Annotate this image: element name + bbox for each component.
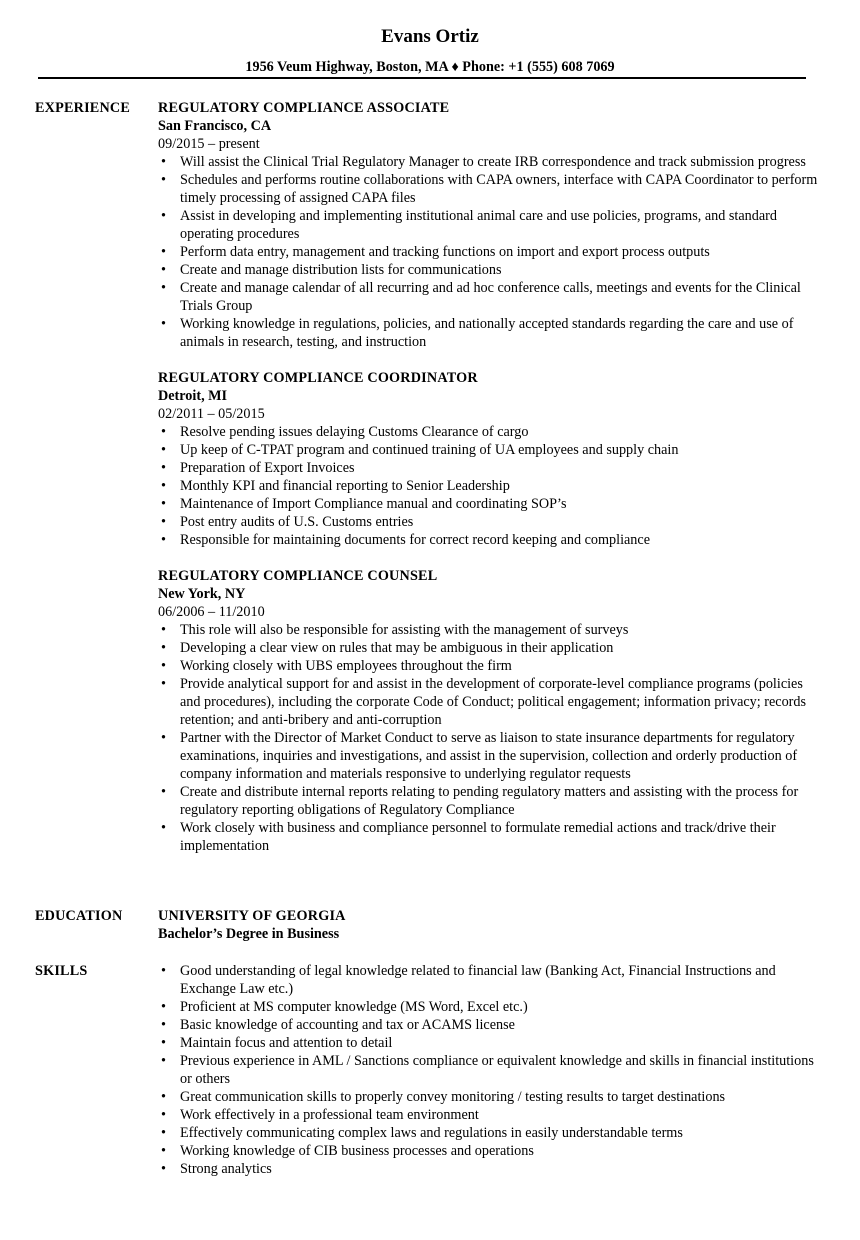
skill-item: • Strong analytics bbox=[158, 1160, 818, 1178]
bullet-item: • Post entry audits of U.S. Customs entries bbox=[158, 513, 818, 531]
bullet-item: • Preparation of Export Invoices bbox=[158, 459, 818, 477]
bullet-item: • Responsible for maintaining documents for correct record keeping and compliance bbox=[158, 531, 818, 549]
bullet-item: • Assist in developing and implementing institutional animal care and use policies, programs, and standard operating procedures bbox=[158, 207, 818, 243]
job-bullets bbox=[158, 621, 818, 855]
skills-body bbox=[158, 962, 818, 1178]
skill-item: • Working knowledge of CIB business processes and operations bbox=[158, 1142, 818, 1160]
bullet-item: • Working closely with UBS employees throughout the firm bbox=[158, 657, 818, 675]
bullet-item: • Create and manage calendar of all recurring and ad hoc conference calls, meetings and events for the Clinical Trials Group bbox=[158, 279, 818, 315]
bullet-item: • Provide analytical support for and assist in the development of corporate-level compliance programs (policies and procedures), including the corporate Code of Conduct; political engagement; information privacy; records retention; and anti-bribery and anti-corruption bbox=[158, 675, 818, 729]
skill-item: • Effectively communicating complex laws and regulations in easily understandable terms bbox=[158, 1124, 818, 1142]
bullet-item: • This role will also be responsible for assisting with the management of surveys bbox=[158, 621, 818, 639]
skill-item: • Great communication skills to properly convey monitoring / testing results to target destinations bbox=[158, 1088, 818, 1106]
bullet-item: • Resolve pending issues delaying Customs Clearance of cargo bbox=[158, 423, 818, 441]
skills-label: SKILLS bbox=[35, 963, 88, 979]
bullet-item: • Developing a clear view on rules that may be ambiguous in their application bbox=[158, 639, 818, 657]
bullet-item: • Up keep of C-TPAT program and continued training of UA employees and supply chain bbox=[158, 441, 818, 459]
skill-item: • Basic knowledge of accounting and tax or ACAMS license bbox=[158, 1016, 818, 1034]
skill-item: • Good understanding of legal knowledge related to financial law (Banking Act, Financial Instructions and Exchange Law etc.) bbox=[158, 962, 818, 998]
skill-item: • Previous experience in AML / Sanctions compliance or equivalent knowledge and skills in financial institutions or others bbox=[158, 1052, 818, 1088]
bullet-item: • Perform data entry, management and tracking functions on import and export process outputs bbox=[158, 243, 818, 261]
job-bullets bbox=[158, 423, 818, 549]
job-location: New York, NY bbox=[158, 586, 246, 602]
experience-label: EXPERIENCE bbox=[35, 100, 131, 116]
bullet-item: • Working knowledge in regulations, policies, and nationally accepted standards regarding the care and use of animals in research, testing, and instruction bbox=[158, 315, 818, 351]
job-entry bbox=[158, 99, 818, 351]
bullet-item: • Create and distribute internal reports relating to pending regulatory matters and assisting with the process for regulatory reporting obligations of Regulatory Compliance bbox=[158, 783, 818, 819]
job-title: REGULATORY COMPLIANCE ASSOCIATE bbox=[158, 100, 450, 116]
education-body bbox=[158, 907, 818, 943]
bullet-item: • Partner with the Director of Market Conduct to serve as liaison to state insurance departments for regulatory examinations, inquiries and investigations, and assist in the supervision, collection and orderly production of company information and materials responsive to underlying regulator requests bbox=[158, 729, 818, 783]
bullet-item: • Maintenance of Import Compliance manual and coordinating SOP’s bbox=[158, 495, 818, 513]
resume-name: Evans Ortiz bbox=[381, 26, 479, 47]
job-location: Detroit, MI bbox=[158, 388, 228, 404]
job-bullets bbox=[158, 153, 818, 351]
job-title: REGULATORY COMPLIANCE COUNSEL bbox=[158, 568, 438, 584]
job-dates: 09/2015 – present bbox=[158, 136, 260, 152]
job-dates: 02/2011 – 05/2015 bbox=[158, 406, 265, 422]
bullet-item: • Will assist the Clinical Trial Regulatory Manager to create IRB correspondence and track submission progress bbox=[158, 153, 818, 171]
job-location: San Francisco, CA bbox=[158, 118, 272, 134]
contact-line: 1956 Veum Highway, Boston, MA ♦ Phone: +1 (555) 608 7069 bbox=[245, 59, 615, 75]
experience-body bbox=[158, 99, 818, 873]
job-entry bbox=[158, 369, 818, 549]
skill-item: • Maintain focus and attention to detail bbox=[158, 1034, 818, 1052]
skill-item: • Work effectively in a professional team environment bbox=[158, 1106, 818, 1124]
bullet-item: • Schedules and performs routine collaborations with CAPA owners, interface with CAPA Coordinator to perform timely processing of assigned CAPA files bbox=[158, 171, 818, 207]
education-label: EDUCATION bbox=[35, 908, 123, 924]
job-dates: 06/2006 – 11/2010 bbox=[158, 604, 265, 620]
job-title: REGULATORY COMPLIANCE COORDINATOR bbox=[158, 370, 478, 386]
bullet-item: • Monthly KPI and financial reporting to Senior Leadership bbox=[158, 477, 818, 495]
header-divider bbox=[38, 77, 806, 79]
skills-list bbox=[158, 962, 818, 1178]
bullet-item: • Work closely with business and compliance personnel to formulate remedial actions and track/drive their implementation bbox=[158, 819, 818, 855]
bullet-item: • Create and manage distribution lists for communications bbox=[158, 261, 818, 279]
job-entry bbox=[158, 567, 818, 855]
education-school: UNIVERSITY OF GEORGIA bbox=[158, 908, 346, 924]
skill-item: • Proficient at MS computer knowledge (MS Word, Excel etc.) bbox=[158, 998, 818, 1016]
education-degree: Bachelor’s Degree in Business bbox=[158, 926, 340, 942]
